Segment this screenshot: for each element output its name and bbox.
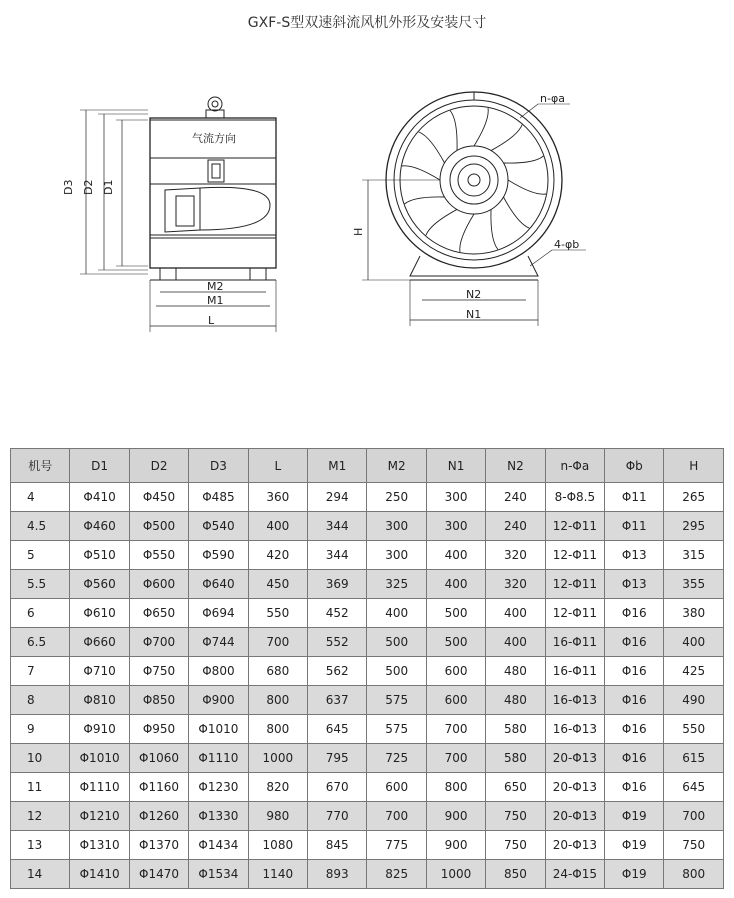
table-cell: Φ410 — [70, 483, 129, 512]
table-cell: 480 — [486, 657, 545, 686]
label-d2: D2 — [82, 179, 95, 195]
table-cell: 8-Φ8.5 — [545, 483, 604, 512]
table-cell: 380 — [664, 599, 724, 628]
table-cell: 795 — [308, 744, 367, 773]
table-row — [11, 686, 724, 715]
table-cell: Φ750 — [129, 657, 188, 686]
column-header: N2 — [486, 449, 545, 483]
label-h: H — [352, 227, 365, 236]
table-cell: 700 — [426, 715, 485, 744]
table-cell: Φ13 — [605, 570, 664, 599]
table-cell: 12-Φ11 — [545, 599, 604, 628]
table-cell: Φ16 — [605, 715, 664, 744]
table-cell: Φ640 — [189, 570, 248, 599]
table-cell: Φ460 — [70, 512, 129, 541]
column-header: D2 — [129, 449, 188, 483]
spec-table-header — [11, 449, 724, 483]
table-cell: 770 — [308, 802, 367, 831]
table-cell: Φ13 — [605, 541, 664, 570]
table-cell: 600 — [367, 773, 426, 802]
table-cell: 11 — [11, 773, 70, 802]
table-cell: Φ700 — [129, 628, 188, 657]
spec-table-body — [11, 483, 724, 889]
table-cell: Φ660 — [70, 628, 129, 657]
table-cell: Φ16 — [605, 657, 664, 686]
table-cell: 265 — [664, 483, 724, 512]
table-cell: 300 — [367, 512, 426, 541]
table-cell: Φ1060 — [129, 744, 188, 773]
table-cell: 1000 — [248, 744, 307, 773]
table-cell: Φ500 — [129, 512, 188, 541]
table-cell: 800 — [248, 686, 307, 715]
table-cell: Φ1534 — [189, 860, 248, 889]
table-cell: 1000 — [426, 860, 485, 889]
label-d1: D1 — [102, 179, 115, 195]
table-cell: 12-Φ11 — [545, 541, 604, 570]
table-cell: 750 — [486, 802, 545, 831]
table-cell: 980 — [248, 802, 307, 831]
column-header: N1 — [426, 449, 485, 483]
column-header: n-Φa — [545, 449, 604, 483]
table-cell: Φ550 — [129, 541, 188, 570]
table-cell: Φ1370 — [129, 831, 188, 860]
table-cell: 12-Φ11 — [545, 570, 604, 599]
table-cell: Φ19 — [605, 860, 664, 889]
table-cell: Φ11 — [605, 512, 664, 541]
table-cell: 12-Φ11 — [545, 512, 604, 541]
table-cell: 562 — [308, 657, 367, 686]
table-cell: 550 — [248, 599, 307, 628]
table-cell: Φ744 — [189, 628, 248, 657]
table-cell: 5.5 — [11, 570, 70, 599]
table-cell: 645 — [308, 715, 367, 744]
table-cell: Φ1330 — [189, 802, 248, 831]
table-cell: Φ910 — [70, 715, 129, 744]
table-cell: 360 — [248, 483, 307, 512]
table-cell: 615 — [664, 744, 724, 773]
table-cell: 24-Φ15 — [545, 860, 604, 889]
table-cell: 600 — [426, 657, 485, 686]
table-cell: 775 — [367, 831, 426, 860]
table-row — [11, 860, 724, 889]
table-row — [11, 831, 724, 860]
table-cell: Φ16 — [605, 628, 664, 657]
table-cell: Φ16 — [605, 599, 664, 628]
table-cell: 320 — [486, 570, 545, 599]
table-row — [11, 802, 724, 831]
table-cell: Φ800 — [189, 657, 248, 686]
table-cell: 580 — [486, 744, 545, 773]
table-cell: Φ11 — [605, 483, 664, 512]
table-cell: Φ600 — [129, 570, 188, 599]
table-cell: 250 — [367, 483, 426, 512]
table-cell: 294 — [308, 483, 367, 512]
table-cell: 637 — [308, 686, 367, 715]
table-cell: Φ710 — [70, 657, 129, 686]
table-cell: 295 — [664, 512, 724, 541]
table-cell: 845 — [308, 831, 367, 860]
table-cell: 825 — [367, 860, 426, 889]
table-cell: Φ1230 — [189, 773, 248, 802]
table-cell: 325 — [367, 570, 426, 599]
column-header: L — [248, 449, 307, 483]
table-cell: 10 — [11, 744, 70, 773]
table-cell: Φ850 — [129, 686, 188, 715]
table-cell: 6.5 — [11, 628, 70, 657]
table-cell: Φ485 — [189, 483, 248, 512]
table-row — [11, 512, 724, 541]
table-cell: Φ1410 — [70, 860, 129, 889]
table-cell: 5 — [11, 541, 70, 570]
page-title: GXF-S型双速斜流风机外形及安装尺寸 — [247, 15, 487, 31]
table-cell: 20-Φ13 — [545, 744, 604, 773]
table-cell: Φ1110 — [70, 773, 129, 802]
table-cell: 1080 — [248, 831, 307, 860]
table-cell: 452 — [308, 599, 367, 628]
table-cell: 700 — [248, 628, 307, 657]
table-cell: 6 — [11, 599, 70, 628]
table-cell: 820 — [248, 773, 307, 802]
table-cell: 450 — [248, 570, 307, 599]
table-cell: 320 — [486, 541, 545, 570]
column-header: Φb — [605, 449, 664, 483]
table-row — [11, 744, 724, 773]
column-header: M1 — [308, 449, 367, 483]
table-cell: Φ1110 — [189, 744, 248, 773]
column-header: D1 — [70, 449, 129, 483]
table-cell: 369 — [308, 570, 367, 599]
table-cell: 700 — [664, 802, 724, 831]
table-cell: 425 — [664, 657, 724, 686]
table-cell: 400 — [664, 628, 724, 657]
table-cell: 400 — [248, 512, 307, 541]
spec-table — [10, 448, 724, 889]
label-l: L — [208, 314, 215, 327]
column-header: D3 — [189, 449, 248, 483]
label-m2: M2 — [207, 280, 224, 293]
table-cell: 670 — [308, 773, 367, 802]
table-row — [11, 773, 724, 802]
table-cell: 14 — [11, 860, 70, 889]
table-cell: 893 — [308, 860, 367, 889]
table-cell: Φ510 — [70, 541, 129, 570]
table-cell: 16-Φ11 — [545, 657, 604, 686]
side-view — [80, 97, 276, 332]
table-cell: 344 — [308, 541, 367, 570]
table-cell: Φ810 — [70, 686, 129, 715]
table-cell: 500 — [367, 657, 426, 686]
table-cell: Φ450 — [129, 483, 188, 512]
table-cell: Φ1260 — [129, 802, 188, 831]
table-cell: 550 — [664, 715, 724, 744]
table-cell: 650 — [486, 773, 545, 802]
table-cell: 490 — [664, 686, 724, 715]
table-row — [11, 541, 724, 570]
table-cell: 500 — [426, 628, 485, 657]
table-cell: 800 — [664, 860, 724, 889]
table-row — [11, 483, 724, 512]
table-cell: 300 — [367, 541, 426, 570]
table-cell: Φ590 — [189, 541, 248, 570]
table-cell: Φ694 — [189, 599, 248, 628]
table-cell: 500 — [426, 599, 485, 628]
table-cell: 16-Φ11 — [545, 628, 604, 657]
table-cell: Φ1310 — [70, 831, 129, 860]
fan-drawing — [0, 80, 734, 340]
table-cell: 9 — [11, 715, 70, 744]
table-cell: 240 — [486, 512, 545, 541]
table-cell: 4 — [11, 483, 70, 512]
column-header: H — [664, 449, 724, 483]
table-cell: Φ1434 — [189, 831, 248, 860]
label-holes: n-φa — [540, 92, 565, 105]
table-row — [11, 715, 724, 744]
table-cell: 4.5 — [11, 512, 70, 541]
table-cell: 750 — [664, 831, 724, 860]
table-cell: 575 — [367, 715, 426, 744]
table-cell: 300 — [426, 512, 485, 541]
table-cell: 480 — [486, 686, 545, 715]
column-header: 机号 — [11, 449, 70, 483]
table-row — [11, 628, 724, 657]
table-cell: 850 — [486, 860, 545, 889]
table-cell: 900 — [426, 831, 485, 860]
table-cell: Φ1470 — [129, 860, 188, 889]
table-cell: Φ900 — [189, 686, 248, 715]
table-cell: Φ1210 — [70, 802, 129, 831]
table-cell: 600 — [426, 686, 485, 715]
table-cell: 344 — [308, 512, 367, 541]
column-header: M2 — [367, 449, 426, 483]
table-row — [11, 599, 724, 628]
table-cell: Φ650 — [129, 599, 188, 628]
table-cell: 400 — [426, 541, 485, 570]
table-cell: 20-Φ13 — [545, 831, 604, 860]
table-cell: Φ1160 — [129, 773, 188, 802]
table-cell: Φ1010 — [70, 744, 129, 773]
label-n2: N2 — [466, 288, 482, 301]
table-cell: 240 — [486, 483, 545, 512]
table-cell: 750 — [486, 831, 545, 860]
table-cell: 20-Φ13 — [545, 802, 604, 831]
table-cell: 680 — [248, 657, 307, 686]
table-cell: 700 — [367, 802, 426, 831]
label-m1: M1 — [207, 294, 224, 307]
table-cell: 7 — [11, 657, 70, 686]
label-d3: D3 — [62, 179, 75, 195]
table-cell: 16-Φ13 — [545, 686, 604, 715]
table-cell: Φ16 — [605, 773, 664, 802]
table-cell: 900 — [426, 802, 485, 831]
table-cell: 725 — [367, 744, 426, 773]
table-cell: 800 — [248, 715, 307, 744]
table-cell: 400 — [367, 599, 426, 628]
label-airflow: 气流方向 — [192, 132, 236, 145]
label-n1: N1 — [466, 308, 482, 321]
table-cell: 580 — [486, 715, 545, 744]
table-row — [11, 657, 724, 686]
table-cell: Φ1010 — [189, 715, 248, 744]
table-cell: Φ19 — [605, 831, 664, 860]
table-cell: 8 — [11, 686, 70, 715]
table-cell: 1140 — [248, 860, 307, 889]
table-cell: Φ16 — [605, 744, 664, 773]
table-cell: 420 — [248, 541, 307, 570]
table-cell: 552 — [308, 628, 367, 657]
label-feet: 4-φb — [554, 238, 580, 251]
table-cell: 800 — [426, 773, 485, 802]
table-cell: 315 — [664, 541, 724, 570]
table-cell: 400 — [486, 599, 545, 628]
table-row — [11, 570, 724, 599]
table-cell: Φ19 — [605, 802, 664, 831]
table-cell: Φ16 — [605, 686, 664, 715]
table-cell: Φ560 — [70, 570, 129, 599]
table-cell: Φ540 — [189, 512, 248, 541]
table-cell: 13 — [11, 831, 70, 860]
table-cell: 300 — [426, 483, 485, 512]
table-cell: 500 — [367, 628, 426, 657]
table-cell: 355 — [664, 570, 724, 599]
table-cell: 16-Φ13 — [545, 715, 604, 744]
table-cell: 12 — [11, 802, 70, 831]
table-cell: Φ610 — [70, 599, 129, 628]
table-cell: 400 — [426, 570, 485, 599]
table-cell: 575 — [367, 686, 426, 715]
table-cell: 700 — [426, 744, 485, 773]
table-cell: Φ950 — [129, 715, 188, 744]
table-cell: 400 — [486, 628, 545, 657]
table-cell: 645 — [664, 773, 724, 802]
table-cell: 20-Φ13 — [545, 773, 604, 802]
